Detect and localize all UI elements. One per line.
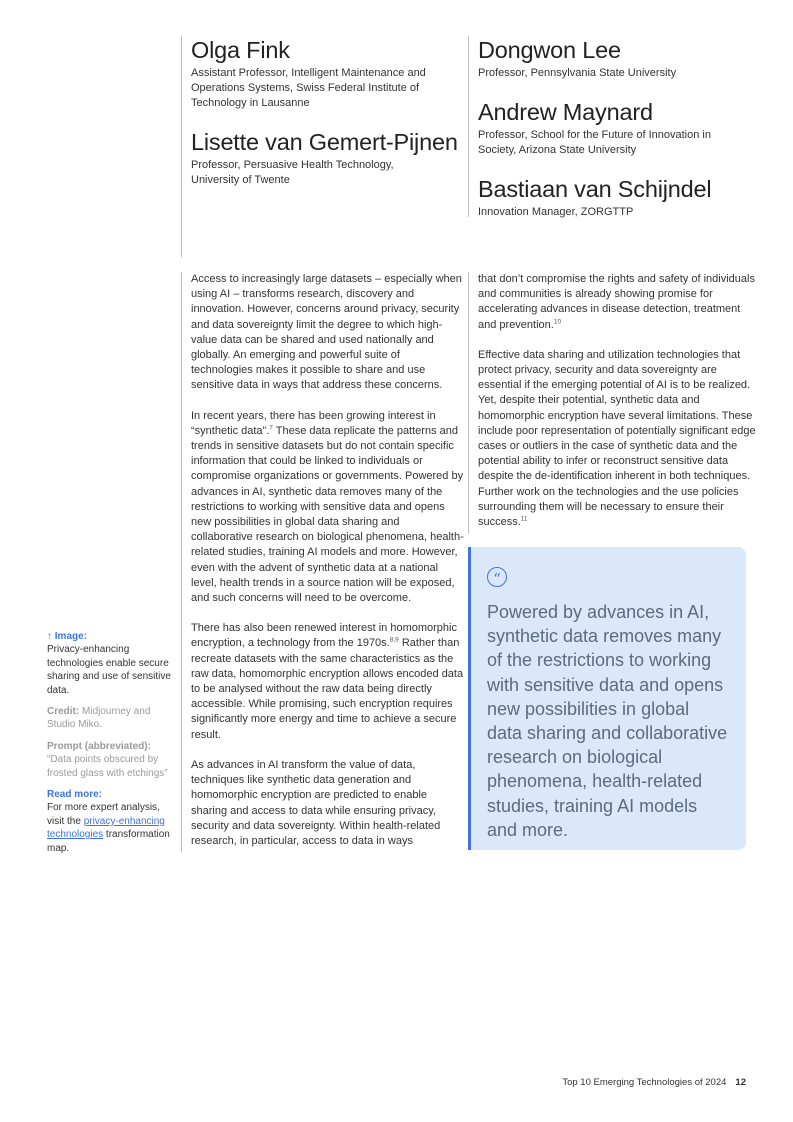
body-paragraph: Access to increasingly large datasets – especially when using AI – transforms research, discovery and innovation. However, concerns around privacy, security and data sovereignty limit the degree to which high-value data can be shared and used nationally and globally. An emerging and powerful suite of technologies makes it possible to share and use sensitive data in ways that address these concerns.: [191, 273, 462, 392]
body-left-column: [181, 272, 464, 852]
footnote-ref[interactable]: 7: [269, 424, 273, 432]
author-role: Professor, School for the Future of Innovation in Society, Arizona State University: [478, 129, 711, 156]
pull-quote: [468, 547, 746, 850]
body-paragraph: In recent years, there has been growing interest in “synthetic data”.$^7$ These data replicate the patterns and trends in sensitive datasets but do not contain specific information that could be linked to individuals or compromise organizations or governments. Powered by advances in AI, synthetic data removes many of the restrictions to working with sensitive data and opens new possibilities in global data sharing and collaborative research on biological phenomena, health-related studies, training AI models and more. However, even with the advent of synthetic data at a national level, health trends in a source nation will be exposed, and such concerns will need to be overcome.: [191, 409, 464, 605]
footnote-ref[interactable]: 10: [553, 317, 562, 325]
read-more-label: Read more:: [47, 789, 103, 801]
author-role: Professor, Persuasive Health Technology, University of Twente: [191, 159, 394, 186]
body-paragraph: As advances in AI transform the value of data, techniques like synthetic data generation and homomorphic encryption are predicted to enable sharing and access to data while ensuring privacy, security and data sovereignty. Within health-related research, in particular, access to data in ways: [191, 758, 441, 847]
page-footer: [562, 1077, 746, 1088]
body-paragraph: There has also been renewed interest in homomorphic encryption, a technology from the 1970s.$^{8,9}$ Rather than recreate datasets with the same characteristics as the raw data, homomorphic encryption allows encoded data to be analysed without the raw data being directly accessible. While promising, such encryption requires significantly more energy and time to achieve a secure result.: [191, 622, 464, 741]
author-role: Professor, Pennsylvania State University: [478, 67, 677, 79]
read-more: Read more: For more expert analysis, visit the privacy-enhancing technologies transformation map.: [47, 788, 177, 855]
author-card: [191, 128, 463, 188]
image-prompt: Prompt (abbreviated): “Data points obscured by frosted glass with etchings”: [47, 740, 168, 779]
quote-text: Powered by advances in AI, synthetic data removes many of the restrictions to working with sensitive data and opens new possibilities in global data sharing and collaborative research on biological phenomena, health-related studies, training AI models and more.: [487, 602, 728, 840]
footnote-ref[interactable]: 8,9: [389, 636, 399, 644]
author-name: Dongwon Lee: [478, 37, 621, 63]
author-role: Assistant Professor, Intelligent Maintenance and Operations Systems, Swiss Federal Institute of Technology in Lausanne: [191, 67, 426, 109]
transformation-map-link[interactable]: privacy-enhancing technologies: [47, 815, 165, 841]
body-paragraph: Effective data sharing and utilization technologies that protect privacy, security and data sovereignty are essential if the emerging potential of AI is to be realized. Yet, despite their potential, synthetic data and homomorphic encryption have several limitations. These include poor representation of potentially significant edge cases or outliers in the case of synthetic data and the potential ability to infer or reconstruct sensitive data despite the de-identification inherent in both techniques. Further work on the technologies and the use policies surrounding them will be necessary to ensure their success.$^{11}$: [478, 348, 756, 529]
author-name: Andrew Maynard: [478, 99, 653, 125]
author-card: [478, 98, 758, 158]
image-credit: Credit: Midjourney and Studio Miko.: [47, 706, 151, 731]
author-role: Innovation Manager, ZORGTTP: [478, 206, 634, 218]
authors-right-column: [468, 36, 758, 217]
page-number: 12: [735, 1077, 746, 1088]
author-card: [191, 36, 463, 111]
image-caption: [47, 630, 177, 697]
image-label: Image:: [54, 631, 88, 642]
author-card: [478, 175, 758, 220]
author-name: Bastiaan van Schijndel: [478, 176, 712, 202]
authors-left-column: [181, 36, 463, 257]
publication-title: Top 10 Emerging Technologies of 2024: [562, 1077, 727, 1088]
body-paragraph: that don’t compromise the rights and safety of individuals and communities is already showing promise for accelerating advances in disease detection, treatment and prevention.$^{10}$: [478, 273, 755, 331]
quote-icon: “: [487, 567, 507, 587]
image-sidebar: [47, 630, 177, 863]
body-right-column: [468, 272, 758, 534]
arrow-up-icon: ↑: [47, 631, 52, 642]
footnote-ref[interactable]: 11: [520, 515, 528, 523]
author-name: Olga Fink: [191, 37, 290, 63]
author-card: [478, 36, 758, 81]
image-description: Privacy-enhancing technologies enable secure sharing and use of sensitive data.: [47, 644, 171, 696]
author-name: Lisette van Gemert-Pijnen: [191, 129, 458, 155]
